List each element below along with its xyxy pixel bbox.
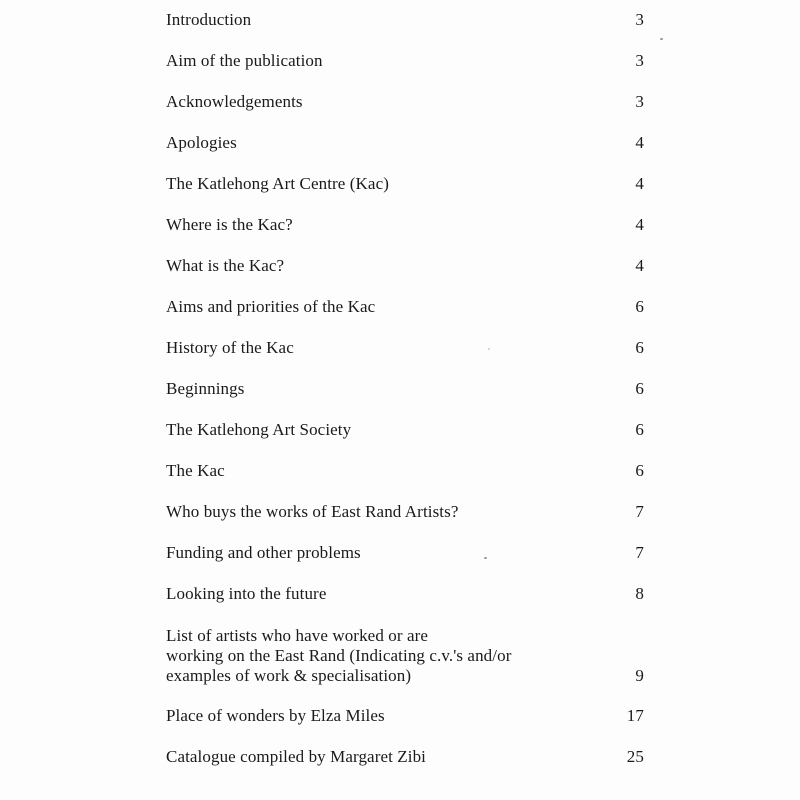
- toc-entry-page: 4: [635, 215, 644, 234]
- toc-entry-title: Funding and other problems: [166, 543, 361, 562]
- scan-speck: [660, 38, 663, 40]
- toc-entry: [166, 626, 644, 686]
- toc-entry-title: Introduction: [166, 10, 252, 29]
- toc-entry: [166, 379, 644, 399]
- toc-entry: [166, 297, 644, 317]
- toc-entry: [166, 10, 644, 30]
- toc-entry-title: Aims and priorities of the Kac: [166, 297, 376, 316]
- toc-entry: [166, 420, 644, 440]
- toc-entry-title: Aim of the publication: [166, 51, 323, 70]
- toc-entry-page: 25: [626, 747, 644, 766]
- toc-entry-title: Catalogue compiled by Margaret Zibi: [166, 747, 427, 766]
- toc-entry: [166, 256, 644, 276]
- toc-entry-title: Where is the Kac?: [166, 215, 293, 234]
- toc-entry-title: Apologies: [166, 133, 237, 152]
- toc-entry-title: History of the Kac: [166, 338, 294, 357]
- toc-entry-page: 4: [635, 174, 644, 193]
- toc-entry-page: 6: [635, 420, 644, 439]
- toc-entry-title: The Katlehong Art Centre (Kac): [166, 174, 389, 193]
- toc-entry-title: Acknowledgements: [166, 92, 303, 111]
- scan-speck: [488, 348, 490, 350]
- toc-entry: [166, 215, 644, 235]
- toc-entry-page: 4: [635, 256, 644, 275]
- toc-entry: [166, 543, 644, 563]
- toc-entry-page: 7: [635, 502, 644, 521]
- toc-entry: [166, 133, 644, 153]
- toc-entry: [166, 174, 644, 194]
- toc-entry-page: 4: [635, 133, 644, 152]
- toc-entry-page: 3: [635, 92, 644, 111]
- toc-entry-title: Place of wonders by Elza Miles: [166, 706, 385, 725]
- toc-entry: [166, 338, 644, 358]
- toc-entry-title: Looking into the future: [166, 584, 327, 603]
- toc-entry-page: 6: [635, 461, 644, 480]
- toc-entry-title: Who buys the works of East Rand Artists?: [166, 502, 459, 521]
- toc-entry-title: List of artists who have worked or are working on the East Rand (Indicating c.v.'s and/or examples of work & specialisation): [166, 626, 512, 685]
- toc-entry-title: The Katlehong Art Society: [166, 420, 352, 439]
- toc-entry: [166, 461, 644, 481]
- toc-entry: [166, 92, 644, 112]
- toc-entry-page: 6: [635, 297, 644, 316]
- toc-entry-title: Beginnings: [166, 379, 245, 398]
- toc-entry-page: 6: [635, 379, 644, 398]
- toc-entry-page: 17: [626, 706, 644, 725]
- toc-entry-page: 6: [635, 338, 644, 357]
- toc-entry-title: What is the Kac?: [166, 256, 285, 275]
- toc-entry-title: The Kac: [166, 461, 225, 480]
- toc-entry: [166, 584, 644, 604]
- toc-entry-page: 7: [635, 543, 644, 562]
- toc-entry: [166, 747, 644, 767]
- toc-entry-page: 3: [635, 10, 644, 29]
- toc-entry: [166, 502, 644, 522]
- toc-entry-page: 9: [635, 666, 644, 685]
- scan-speck: [484, 557, 487, 559]
- toc-entry: [166, 706, 644, 726]
- toc-entry-page: 3: [635, 51, 644, 70]
- toc-entry: [166, 51, 644, 71]
- toc-entry-page: 8: [635, 584, 644, 603]
